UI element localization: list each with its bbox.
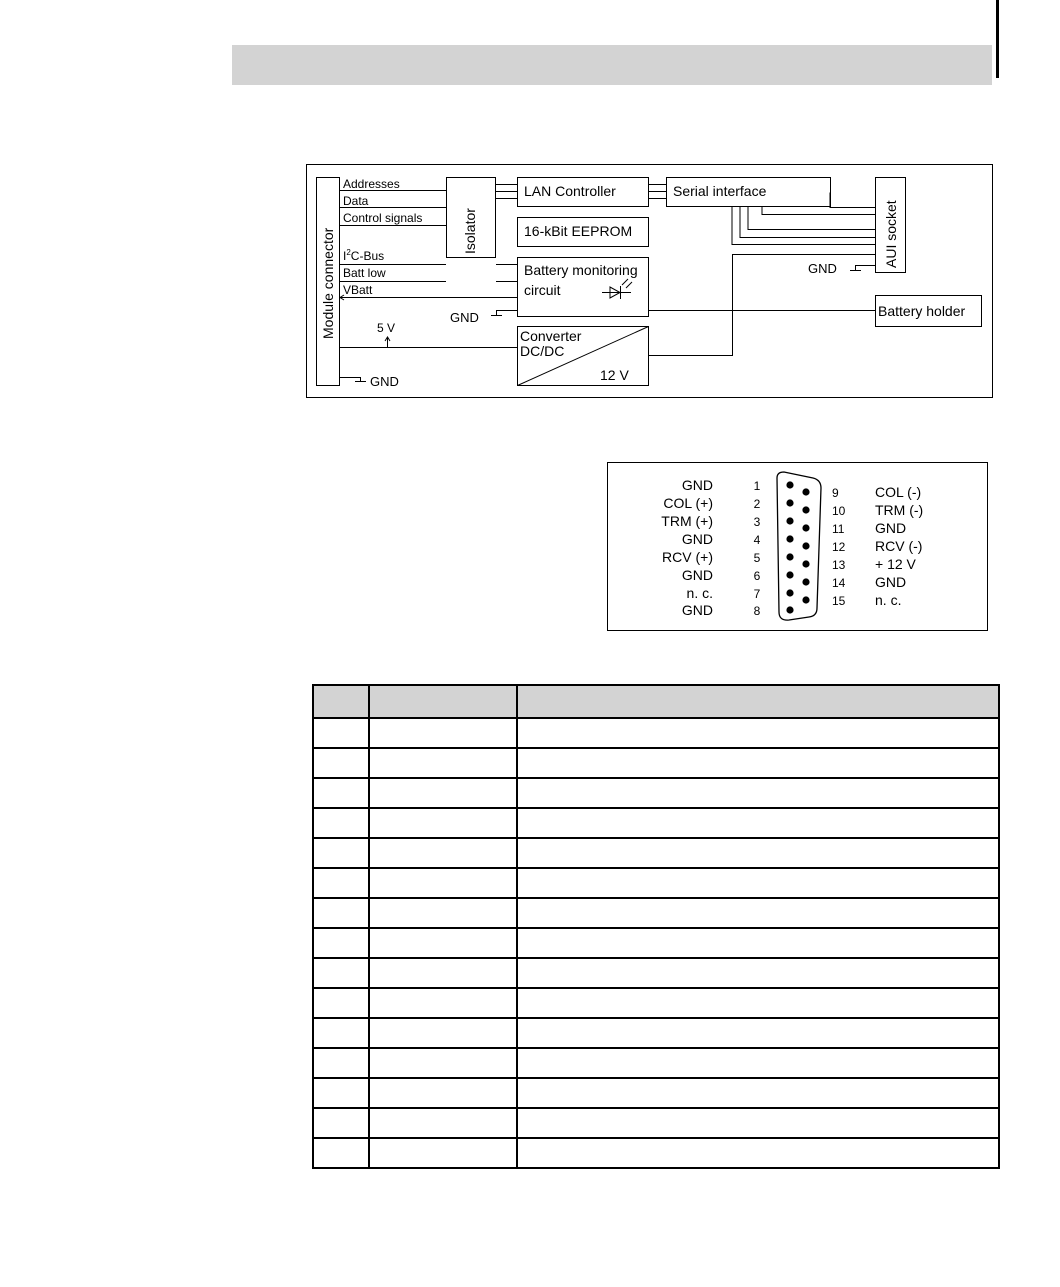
table-cell bbox=[313, 778, 369, 808]
pin-dot bbox=[786, 499, 793, 506]
converter-label: Converter bbox=[520, 328, 582, 344]
control-signals-label: Control signals bbox=[343, 211, 423, 225]
table-cell bbox=[517, 1108, 999, 1138]
block-diagram bbox=[306, 164, 994, 400]
pin-number: 13 bbox=[832, 558, 846, 572]
table-row bbox=[313, 1138, 999, 1168]
table-cell bbox=[313, 748, 369, 778]
pin-name: GND bbox=[681, 602, 713, 618]
page-edge-rule bbox=[996, 0, 999, 78]
table-cell bbox=[369, 718, 517, 748]
d-sub-connector-icon bbox=[777, 472, 821, 620]
pin-number: 6 bbox=[753, 569, 761, 583]
pin-name: n. c. bbox=[686, 585, 713, 601]
pin-dot bbox=[802, 542, 809, 549]
table-row bbox=[313, 928, 999, 958]
header-cell-signal bbox=[369, 685, 517, 718]
table-cell bbox=[369, 778, 517, 808]
table-cell bbox=[517, 838, 999, 868]
batt-low-label: Batt low bbox=[343, 266, 386, 280]
table-cell bbox=[313, 988, 369, 1018]
pin-number: 8 bbox=[753, 604, 761, 618]
table-cell bbox=[369, 748, 517, 778]
table-row bbox=[313, 1048, 999, 1078]
table-cell bbox=[517, 958, 999, 988]
pinout-frame bbox=[608, 463, 988, 631]
table-row bbox=[313, 1078, 999, 1108]
data-label: Data bbox=[343, 194, 369, 208]
pin-number: 3 bbox=[753, 515, 761, 529]
gnd-aui-label: GND bbox=[808, 261, 837, 276]
table-cell bbox=[369, 808, 517, 838]
pin-name: GND bbox=[681, 567, 713, 583]
table-cell bbox=[517, 868, 999, 898]
pin-name: GND bbox=[875, 574, 907, 590]
table-row bbox=[313, 1108, 999, 1138]
pin-dot bbox=[786, 571, 793, 578]
table-cell bbox=[369, 898, 517, 928]
eeprom-label: 16-kBit EEPROM bbox=[524, 223, 633, 239]
pin-number: 5 bbox=[753, 551, 761, 565]
table-cell bbox=[517, 1048, 999, 1078]
pin-number: 2 bbox=[753, 497, 761, 511]
table-cell bbox=[517, 898, 999, 928]
table-cell bbox=[369, 838, 517, 868]
pin-dot bbox=[802, 506, 809, 513]
pin-dot bbox=[786, 517, 793, 524]
table-cell bbox=[313, 1018, 369, 1048]
table-row bbox=[313, 958, 999, 988]
pin-dot bbox=[802, 578, 809, 585]
table-cell bbox=[369, 1108, 517, 1138]
pin-name: GND bbox=[875, 520, 907, 536]
table-header-row bbox=[313, 685, 999, 718]
table-cell bbox=[313, 808, 369, 838]
table-cell bbox=[517, 988, 999, 1018]
table-cell bbox=[369, 868, 517, 898]
pin-name: RCV (+) bbox=[662, 549, 713, 565]
section-header-band bbox=[232, 45, 992, 85]
battery-holder-label: Battery holder bbox=[878, 303, 966, 319]
pin-dot bbox=[802, 560, 809, 567]
table-row bbox=[313, 778, 999, 808]
right-pin-names bbox=[875, 484, 923, 608]
table-cell bbox=[517, 748, 999, 778]
pin-name: TRM (+) bbox=[661, 513, 713, 529]
table-row bbox=[313, 838, 999, 868]
table-row bbox=[313, 718, 999, 748]
table-cell bbox=[313, 1108, 369, 1138]
converter-label-2: DC/DC bbox=[520, 343, 565, 359]
pin-name: GND bbox=[681, 477, 713, 493]
table-row bbox=[313, 898, 999, 928]
header-cell-pin bbox=[313, 685, 369, 718]
table-cell bbox=[313, 868, 369, 898]
table-cell bbox=[313, 718, 369, 748]
pin-number: 10 bbox=[832, 504, 846, 518]
table-cell bbox=[313, 898, 369, 928]
pin-dot bbox=[786, 606, 793, 613]
right-pin-numbers bbox=[832, 486, 846, 608]
table-cell bbox=[369, 1018, 517, 1048]
battery-monitoring-label-2: circuit bbox=[524, 282, 561, 298]
pin-dot bbox=[786, 553, 793, 560]
gnd-monitor-label: GND bbox=[450, 310, 479, 325]
table-cell bbox=[369, 1048, 517, 1078]
supply-5v-label: 5 V bbox=[377, 321, 396, 335]
pin-dot bbox=[786, 535, 793, 542]
table-cell bbox=[517, 928, 999, 958]
table-cell bbox=[517, 778, 999, 808]
aui-socket-label: AUI socket bbox=[883, 200, 899, 268]
pin-name: RCV (-) bbox=[875, 538, 923, 554]
table-cell bbox=[517, 808, 999, 838]
vbatt-label: VBatt bbox=[343, 283, 373, 297]
pin-name: COL (-) bbox=[875, 484, 922, 500]
lan-controller-label: LAN Controller bbox=[524, 183, 616, 199]
table-cell bbox=[313, 1048, 369, 1078]
left-pin-names bbox=[661, 477, 713, 618]
table-cell bbox=[313, 838, 369, 868]
pin-name: COL (+) bbox=[663, 495, 713, 511]
addresses-label: Addresses bbox=[343, 177, 400, 191]
gnd-module-label: GND bbox=[370, 374, 399, 389]
table-row bbox=[313, 748, 999, 778]
table-cell bbox=[517, 718, 999, 748]
table-cell bbox=[313, 928, 369, 958]
pin-number: 14 bbox=[832, 576, 846, 590]
pin-dot bbox=[802, 596, 809, 603]
pin-name: n. c. bbox=[875, 592, 902, 608]
pin-name: + 12 V bbox=[875, 556, 916, 572]
table-cell bbox=[369, 1078, 517, 1108]
pin-dot bbox=[802, 524, 809, 531]
table-cell bbox=[517, 1078, 999, 1108]
pin-number: 7 bbox=[753, 587, 761, 601]
table-row bbox=[313, 808, 999, 838]
pin-dot bbox=[786, 589, 793, 596]
pin-name: TRM (-) bbox=[875, 502, 924, 518]
isolator-label: Isolator bbox=[462, 208, 478, 254]
pin-dots-left bbox=[786, 481, 793, 613]
table-cell bbox=[517, 1018, 999, 1048]
table-cell bbox=[369, 1138, 517, 1168]
table-cell bbox=[313, 958, 369, 988]
pin-number: 4 bbox=[753, 533, 761, 547]
header-cell-description bbox=[517, 685, 999, 718]
pin-number: 11 bbox=[832, 522, 845, 536]
pin-dots-right bbox=[802, 488, 809, 603]
table-cell bbox=[313, 1138, 369, 1168]
table-cell bbox=[369, 928, 517, 958]
pin-number: 12 bbox=[832, 540, 846, 554]
table-cell bbox=[369, 958, 517, 988]
serial-interface-label: Serial interface bbox=[673, 183, 767, 199]
pin-name: GND bbox=[681, 531, 713, 547]
pin-assignment-table bbox=[312, 684, 1000, 1169]
led-diode-icon bbox=[602, 279, 632, 299]
table-cell bbox=[369, 988, 517, 1018]
pin-dot bbox=[802, 488, 809, 495]
table-row bbox=[313, 988, 999, 1018]
pin-number: 15 bbox=[832, 594, 846, 608]
converter-output-label: 12 V bbox=[600, 367, 629, 383]
table-row bbox=[313, 1018, 999, 1048]
i2c-bus-label: $I^2C$-Bus bbox=[343, 248, 385, 263]
pin-dot bbox=[786, 481, 793, 488]
table-cell bbox=[313, 1078, 369, 1108]
pin-number: 1 bbox=[753, 479, 761, 493]
module-connector-label: Module connector bbox=[320, 227, 336, 339]
table-row bbox=[313, 868, 999, 898]
aui-pinout-diagram bbox=[607, 462, 989, 633]
pin-number: 9 bbox=[832, 486, 839, 500]
table-cell bbox=[517, 1138, 999, 1168]
left-pin-numbers bbox=[754, 479, 761, 618]
battery-monitoring-label: Battery monitoring bbox=[524, 262, 638, 278]
